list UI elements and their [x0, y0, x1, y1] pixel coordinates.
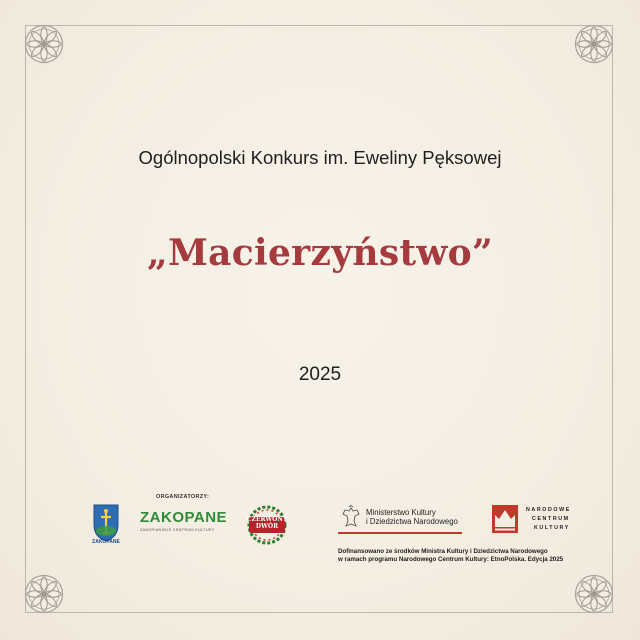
rosette-ornament-icon — [574, 24, 614, 64]
polish-eagle-icon — [340, 505, 362, 531]
czerwony-dwor-logo — [245, 505, 289, 545]
funding-note: Dofinansowano ze środków Ministra Kultury i Dziedzictwa Narodowego w ramach programu Narodowego Centrum Kultury: EtnoPolska. Edycja 2025 — [338, 548, 564, 563]
ministry-logo-text: Ministerstwo Kultury i Dziedzictwa Narodowego — [366, 508, 458, 526]
zakopane-culture-logo — [140, 509, 228, 532]
rosette-ornament-icon — [574, 574, 614, 614]
competition-subtitle: Ogólnopolski Konkurs im. Eweliny Pęksowej — [138, 147, 502, 168]
rosette-ornament-icon — [24, 574, 64, 614]
organizers-label: ORGANIZATORZY: — [156, 494, 210, 500]
zakopane-crest-caption: ZAKOPANE — [92, 539, 120, 545]
zakopane-wordmark: ZAKOPANE — [140, 509, 228, 526]
nck-logo-text: NARODOWE CENTRUM KULTURY — [526, 507, 571, 531]
ministry-red-underline — [338, 532, 462, 534]
nck-crown-icon — [492, 505, 518, 533]
competition-year: 2025 — [298, 364, 342, 385]
rosette-ornament-icon — [24, 24, 64, 64]
competition-title: „Macierzyństwo” — [147, 232, 493, 274]
zakopane-subline: ZAKOPIAŃSKIE CENTRUM KULTURY — [140, 528, 215, 532]
czerwony-dwor-text: CZERWONY DWÓR — [246, 516, 288, 530]
